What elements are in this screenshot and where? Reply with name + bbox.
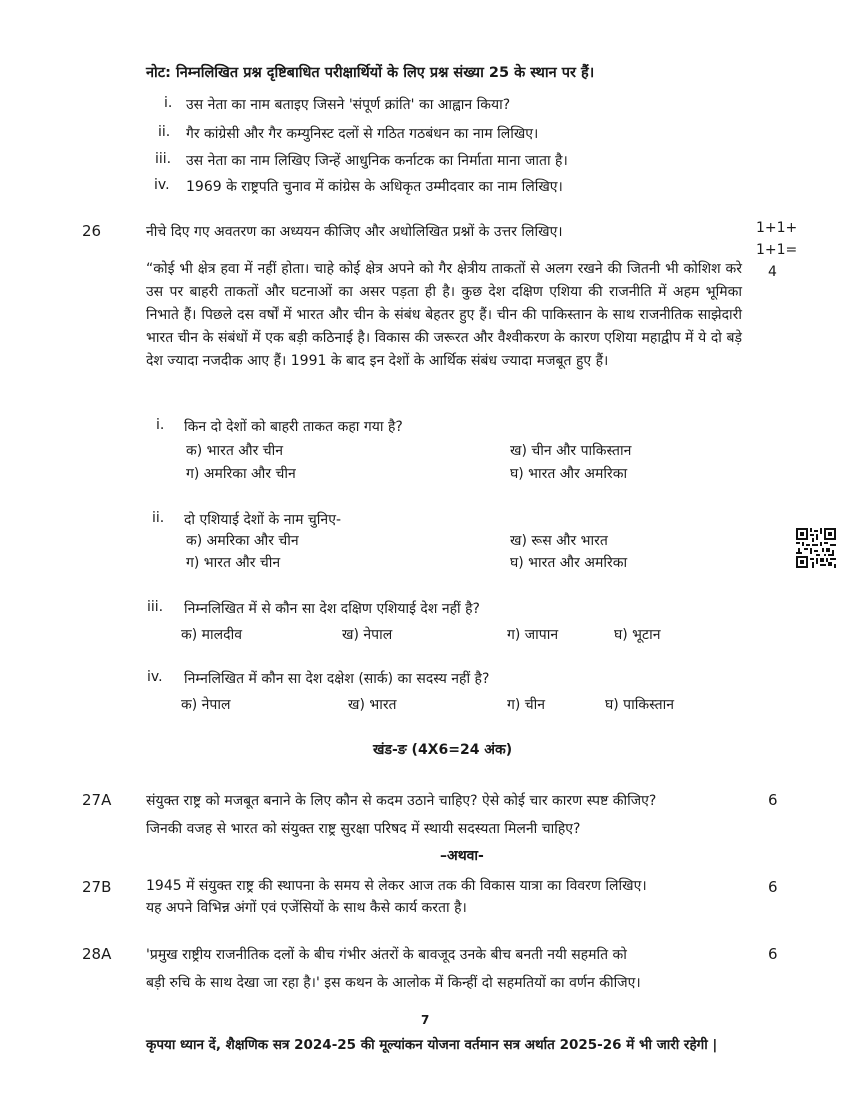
note-heading: नोट: निम्नलिखित प्रश्न दृष्टिबाधित परीक्षार्थियों के लिए प्रश्न संख्या 25 के स्थान पर हैं। [146, 65, 595, 81]
option: क) मालदीव [181, 627, 242, 643]
option: घ) भूटान [614, 627, 661, 643]
section-heading: खंड-ङ (4X6=24 अंक) [373, 742, 513, 758]
or-divider: –अथवा- [440, 848, 484, 864]
subquestion-number: iv. [147, 669, 163, 685]
subquestion-number: ii. [152, 510, 165, 526]
option: ग) भारत और चीन [186, 555, 281, 571]
option: क) अमरिका और चीन [186, 533, 299, 549]
note-item-text: गैर कांग्रेसी और गैर कम्युनिस्ट दलों से गठित गठबंधन का नाम लिखिए। [186, 126, 539, 142]
option: ख) रूस और भारत [510, 533, 608, 549]
subquestion-text: दो एशियाई देशों के नाम चुनिए- [184, 512, 341, 528]
option: क) भारत और चीन [186, 443, 284, 459]
subquestion-text: किन दो देशों को बाहरी ताकत कहा गया है? [184, 419, 403, 435]
question-number: 26 [82, 222, 102, 240]
option: ख) भारत [348, 697, 397, 713]
note-item-num: i. [164, 95, 173, 111]
marks: 6 [768, 878, 778, 896]
subquestion-text: निम्नलिखित में कौन सा देश दक्षेश (सार्क) का सदस्य नहीं है? [184, 671, 490, 687]
question-text: जिनकी वजह से भारत को संयुक्त राष्ट्र सुरक्षा परिषद में स्थायी सदस्यता मिलनी चाहिए? [146, 821, 581, 837]
note-item-text: 1969 के राष्ट्रपति चुनाव में कांग्रेस के अधिकृत उम्मीदवार का नाम लिखिए। [186, 179, 563, 195]
note-item-num: ii. [158, 124, 171, 140]
option: क) नेपाल [181, 697, 231, 713]
option: ग) जापान [507, 627, 559, 643]
option: ख) नेपाल [342, 627, 393, 643]
note-item-num: iii. [155, 151, 172, 167]
note-item-text: उस नेता का नाम लिखिए जिन्हें आधुनिक कर्नाटक का निर्माता माना जाता है। [186, 153, 568, 169]
option: ग) अमरिका और चीन [186, 466, 296, 482]
marks-line: 1+1= [756, 242, 798, 258]
footer-notice: कृपया ध्यान दें, शैक्षणिक सत्र 2024-25 की मूल्यांकन योजना वर्तमान सत्र अर्थात 2025-26 में भी जारी रहेगी | [146, 1037, 718, 1053]
option: ग) चीन [507, 697, 546, 713]
marks-line: 1+1+ [756, 220, 798, 236]
note-item-text: उस नेता का नाम बताइए जिसने 'संपूर्ण क्रांति' का आह्वान किया? [186, 97, 511, 113]
question-text: यह अपने विभिन्न अंगों एवं एजेंसियों के साथ कैसे कार्य करता है। [146, 900, 467, 916]
qr-code-icon [796, 528, 836, 568]
option: घ) भारत और अमरिका [510, 466, 628, 482]
question-text: बड़ी रुचि के साथ देखा जा रहा है।' इस कथन के आलोक में किन्हीं दो सहमतियों का वर्णन कीजिए। [146, 975, 641, 991]
question-instruction: नीचे दिए गए अवतरण का अध्ययन कीजिए और अधोलिखित प्रश्नों के उत्तर लिखिए। [146, 224, 563, 240]
option: घ) भारत और अमरिका [510, 555, 628, 571]
subquestion-number: i. [156, 417, 165, 433]
note-item-num: iv. [154, 177, 170, 193]
question-number: 27B [82, 878, 112, 896]
page-number: 7 [421, 1013, 430, 1027]
question-text: 'प्रमुख राष्ट्रीय राजनीतिक दलों के बीच गंभीर अंतरों के बावजूद उनके बीच बनती नयी सहमति को [146, 947, 627, 963]
question-text: संयुक्त राष्ट्र को मजबूत बनाने के लिए कौन से कदम उठाने चाहिए? ऐसे कोई चार कारण स्पष्ट कीजिए? [146, 793, 657, 809]
option: घ) पाकिस्तान [605, 697, 674, 713]
option: ख) चीन और पाकिस्तान [510, 443, 632, 459]
question-number: 28A [82, 945, 112, 963]
question-text: 1945 में संयुक्त राष्ट्र की स्थापना के समय से लेकर आज तक की विकास यात्रा का विवरण लिखिए। [146, 878, 647, 894]
question-number: 27A [82, 791, 112, 809]
subquestion-number: iii. [147, 599, 164, 615]
marks: 6 [768, 791, 778, 809]
passage: “कोई भी क्षेत्र हवा में नहीं होता। चाहे कोई क्षेत्र अपने को गैर क्षेत्रीय ताकतों से अलग रखने की जितनी भी कोशिश करे उस पर बाहरी ताकतों और घटनाओं का असर पड़ता ही है। कुछ देश दक्षिण एशिया की राजनीति में अहम भूमिका निभाते हैं। पिछले दस वर्षों में भारत और चीन के संबंध बेहतर हुए हैं। चीन की पाकिस्तान के साथ राजनीतिक साझेदारी भारत चीन के संबंधों में एक बड़ी कठिनाई है। विकास की जरूरत और वैश्वीकरण के कारण एशिया महाद्वीप में ये दो बड़े देश ज्यादा नजदीक आए हैं। 1991 के बाद इन देशों के आर्थिक संबंध ज्यादा मजबूत हुए हैं। [146, 261, 742, 369]
subquestion-text: निम्नलिखित में से कौन सा देश दक्षिण एशियाई देश नहीं है? [184, 601, 480, 617]
marks-line: 4 [768, 264, 777, 280]
marks: 6 [768, 945, 778, 963]
